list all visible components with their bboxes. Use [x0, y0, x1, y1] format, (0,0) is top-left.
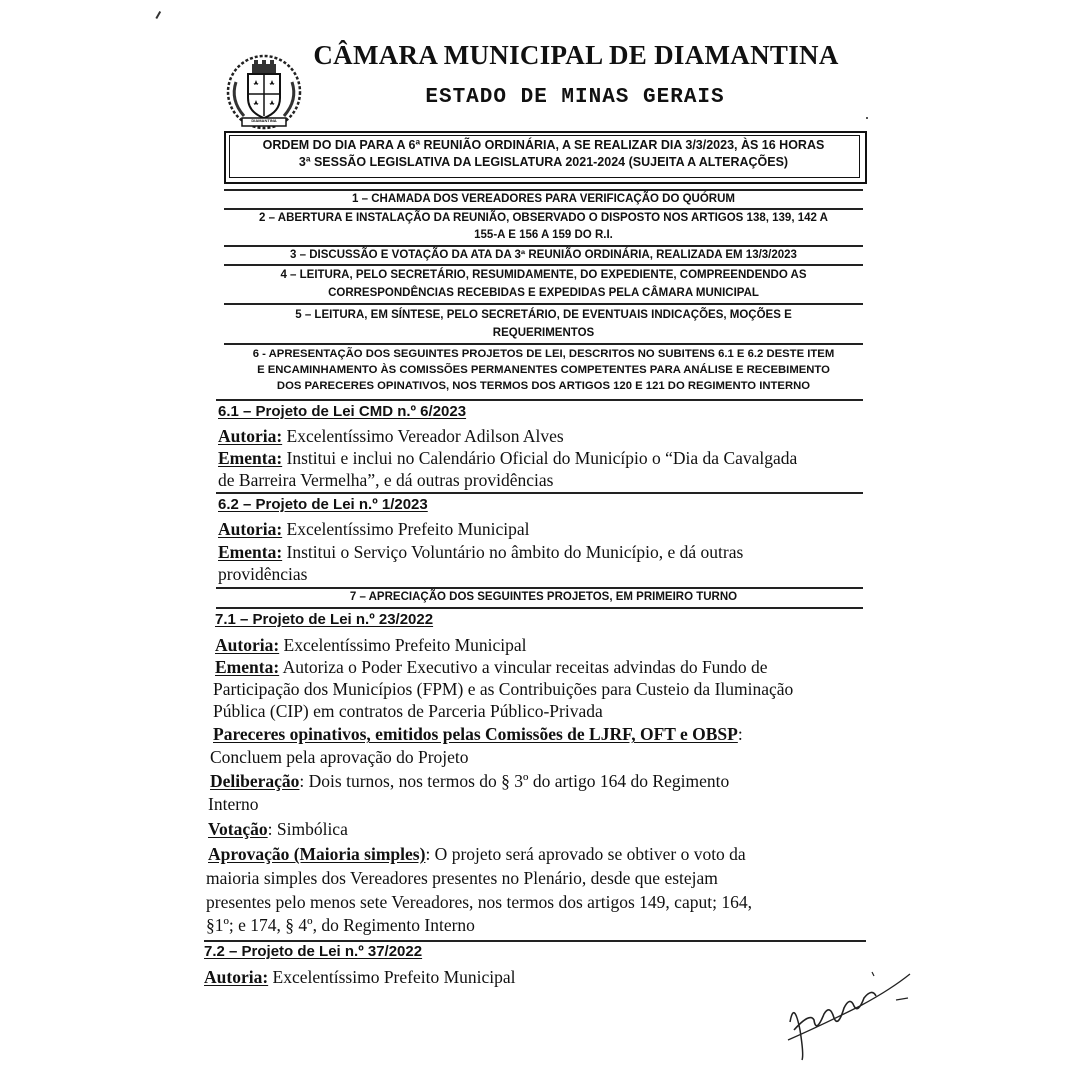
bill-7-1-ementa-line-2: Participação dos Municípios (FPM) e as Contribuições para Custeio da Iluminação	[213, 679, 794, 699]
agenda-item-3: 3 – DISCUSSÃO E VOTAÇÃO DA ATA DA 3ª REUNIÃO ORDINÁRIA, REALIZADA EM 13/3/2023	[290, 249, 797, 261]
bill-7-1-ementa-line-3: Pública (CIP) em contratos de Parceria Público-Privada	[213, 701, 603, 721]
bill-6-2-ementa-cont: providências	[218, 564, 308, 584]
autoria-value: Excelentíssimo Vereador Adilson Alves	[286, 426, 564, 446]
agenda-item-5: 5 – LEITURA, EM SÍNTESE, PELO SECRETÁRIO, DE EVENTUAIS INDICAÇÕES, MOÇÕES E	[295, 309, 792, 321]
bill-7-2-heading: 7.2 – Projeto de Lei n.º 37/2022	[204, 943, 423, 960]
ementa-label: Ementa:	[218, 542, 283, 562]
bill-7-1-pareceres	[213, 723, 873, 745]
bill-7-1-deliberacao-cont: Interno	[208, 794, 259, 814]
bill-6-2-heading: 6.2 – Projeto de Lei n.º 1/2023	[218, 496, 428, 513]
bill-7-1-votacao	[208, 818, 348, 840]
handwritten-signature	[780, 960, 920, 1070]
votacao-label: Votação	[208, 819, 268, 839]
agenda-item-5-cont: REQUERIMENTOS	[492, 327, 595, 339]
deliberacao-label: Deliberação	[210, 771, 300, 791]
municipal-seal	[224, 52, 304, 132]
separator	[216, 607, 863, 609]
aprovacao-line-1: : O projeto será aprovado se obtiver o voto da	[425, 844, 746, 864]
agenda-title: ORDEM DO DIA PARA A 6ª REUNIÃO ORDINÁRIA, A SE REALIZAR DIA 3/3/2023, ÀS 16 HORAS	[262, 138, 825, 152]
separator	[224, 343, 863, 345]
separator	[216, 492, 863, 494]
ementa-line-1: Institui o Serviço Voluntário no âmbito do Município, e dá outras	[286, 542, 744, 562]
stray-mark	[155, 11, 164, 21]
separator	[224, 245, 863, 247]
agenda-session: 3ª SESSÃO LEGISLATIVA DA LEGISLATURA 2021-2024 (SUJEITA A ALTERAÇÕES)	[298, 155, 789, 169]
bill-6-2-ementa	[218, 541, 863, 563]
page-subtitle: ESTADO DE MINAS GERAIS	[425, 86, 725, 109]
bill-6-1-ementa-cont: de Barreira Vermelha”, e dá outras providências	[218, 470, 554, 490]
bill-7-2-autoria	[204, 966, 516, 988]
autoria-label: Autoria:	[215, 635, 280, 655]
agenda-item-6: 6 - APRESENTAÇÃO DOS SEGUINTES PROJETOS DE LEI, DESCRITOS NO SUBITENS 6.1 E 6.2 DESTE ITEM	[252, 348, 835, 360]
seal-ribbon-text: DIAMANTINA	[251, 118, 277, 123]
pareceres-label: Pareceres opinativos, emitidos pelas Comissões de LJRF, OFT e OBSP	[213, 724, 738, 744]
agenda-item-6-cont1: E ENCAMINHAMENTO ÀS COMISSÕES PERMANENTES COMPETENTES PARA ANÁLISE E RECEBIMENTO	[257, 364, 830, 376]
agenda-item-4: 4 – LEITURA, PELO SECRETÁRIO, RESUMIDAMENTE, DO EXPEDIENTE, COMPREENDENDO AS	[280, 269, 807, 281]
separator	[224, 303, 863, 305]
bill-7-1-aprovacao-line-2: maioria simples dos Vereadores presentes no Plenário, desde que estejam	[206, 868, 718, 888]
agenda-item-7: 7 – APRECIAÇÃO DOS SEGUINTES PROJETOS, EM PRIMEIRO TURNO	[349, 591, 738, 603]
bill-6-2-autoria	[218, 518, 530, 540]
pareceres-colon: :	[737, 724, 743, 744]
page-title: CÂMARA MUNICIPAL DE DIAMANTINA	[313, 40, 839, 70]
autoria-value: Excelentíssimo Prefeito Municipal	[286, 519, 530, 539]
bill-7-1-heading: 7.1 – Projeto de Lei n.º 23/2022	[215, 611, 434, 628]
votacao-value: : Simbólica	[267, 819, 348, 839]
autoria-label: Autoria:	[218, 519, 283, 539]
ementa-label: Ementa:	[215, 657, 280, 677]
separator	[224, 189, 863, 191]
agenda-item-2-cont: 155-A E 156 A 159 DO R.I.	[474, 229, 613, 241]
autoria-label: Autoria:	[218, 426, 283, 446]
bill-6-1-ementa	[218, 447, 863, 469]
separator	[224, 264, 863, 266]
bill-7-1-aprovacao	[208, 843, 865, 865]
deliberacao-line-1: : Dois turnos, nos termos do § 3º do artigo 164 do Regimento	[299, 771, 730, 791]
autoria-label: Autoria:	[204, 967, 269, 987]
ementa-label: Ementa:	[218, 448, 283, 468]
separator	[204, 940, 866, 942]
ementa-line-1: Institui e inclui no Calendário Oficial do Município o “Dia da Cavalgada	[286, 448, 798, 468]
bill-7-1-autoria	[215, 634, 527, 656]
bill-6-1-heading: 6.1 – Projeto de Lei CMD n.º 6/2023	[218, 403, 467, 420]
ementa-line-1: Autoriza o Poder Executivo a vincular receitas advindas do Fundo de	[282, 657, 768, 677]
separator	[216, 399, 863, 401]
stray-dot	[866, 117, 868, 119]
bill-7-1-aprovacao-line-4: §1º; e 174, § 4º, do Regimento Interno	[206, 915, 475, 935]
bill-7-1-deliberacao	[210, 770, 865, 792]
bill-7-1-aprovacao-line-3: presentes pelo menos sete Vereadores, nos termos dos artigos 149, caput; 164,	[206, 892, 752, 912]
separator	[216, 587, 863, 589]
separator	[224, 208, 863, 210]
autoria-value: Excelentíssimo Prefeito Municipal	[272, 967, 516, 987]
bill-6-1-autoria	[218, 425, 564, 447]
agenda-item-1: 1 – CHAMADA DOS VEREADORES PARA VERIFICAÇÃO DO QUÓRUM	[352, 193, 735, 205]
autoria-value: Excelentíssimo Prefeito Municipal	[283, 635, 527, 655]
bill-7-1-pareceres-value: Concluem pela aprovação do Projeto	[210, 747, 469, 767]
agenda-item-6-cont2: DOS PARECERES OPINATIVOS, NOS TERMOS DOS ARTIGOS 120 E 121 DO REGIMENTO INTERNO	[276, 380, 811, 392]
aprovacao-label: Aprovação (Maioria simples)	[208, 844, 426, 864]
agenda-item-2: 2 – ABERTURA E INSTALAÇÃO DA REUNIÃO, OBSERVADO O DISPOSTO NOS ARTIGOS 138, 139, 142 A	[259, 212, 828, 224]
agenda-item-4-cont: CORRESPONDÊNCIAS RECEBIDAS E EXPEDIDAS PELA CÂMARA MUNICIPAL	[328, 287, 759, 299]
bill-7-1-ementa	[215, 656, 865, 678]
